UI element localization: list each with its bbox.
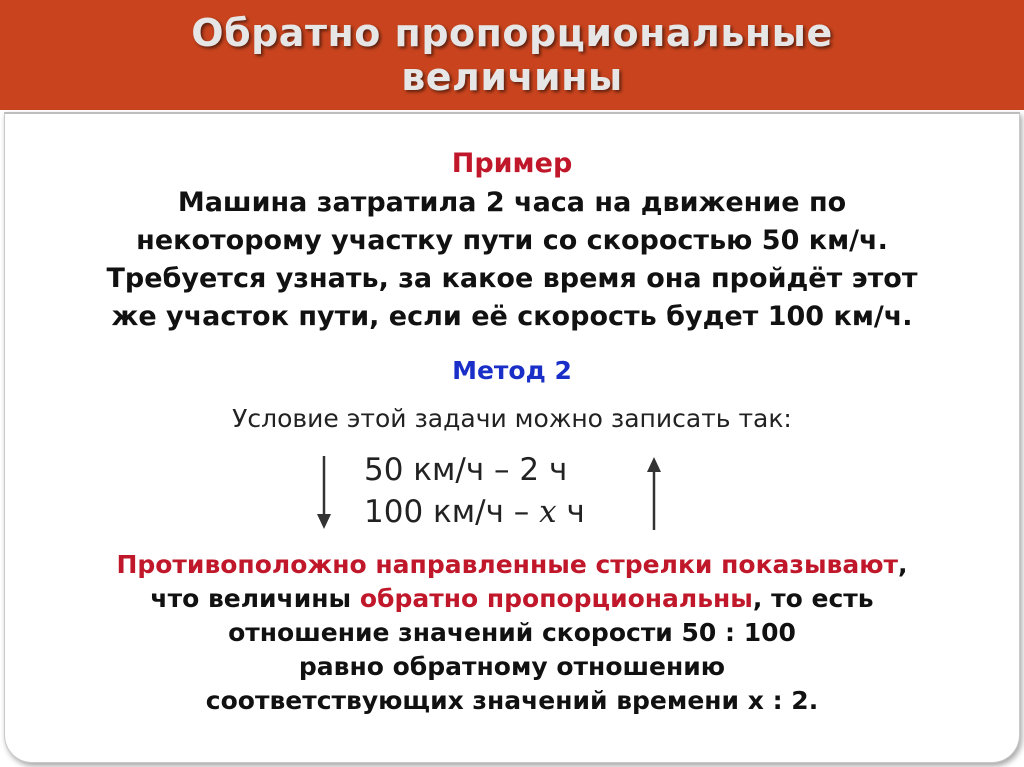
slide-title-line-2: величины (401, 55, 623, 99)
conclusion-line-2-end: , то есть (752, 584, 874, 613)
conclusion-line-4: равно обратному отношению (298, 652, 726, 681)
method-label: Метод 2 (452, 356, 572, 385)
equation-line-1: 50 км/ч – 2 ч (364, 452, 568, 488)
conclusion-line-3: отношение значений скорости 50 : 100 (228, 618, 796, 647)
problem-line-3: Требуется узнать, за какое время она пройдёт этот (106, 263, 918, 294)
conclusion-line-1-highlight: Противоположно направленные стрелки показывают (116, 550, 899, 579)
slide-title-line-1: Обратно пропорциональные (191, 11, 833, 55)
title-bar (0, 0, 1024, 110)
conclusion-line-2-start: что величины (150, 584, 360, 613)
problem-line-4: же участок пути, если её скорость будет 100 км/ч. (111, 301, 913, 332)
down-arrow-icon (317, 456, 331, 529)
equation-line-2-suffix: ч (556, 494, 585, 530)
problem-statement (0, 184, 1024, 336)
up-arrow-icon (647, 457, 661, 530)
conclusion-line-1-end: , (898, 550, 908, 579)
problem-line-1: Машина затратила 2 часа на движение по (177, 187, 847, 218)
conclusion-line-2 (0, 582, 1024, 616)
conclusion-line-1 (0, 548, 1024, 582)
unknown-variable: x (539, 494, 557, 530)
conclusion (0, 548, 1024, 718)
equation-line-2-prefix: 100 км/ч – (364, 494, 540, 530)
condition-text: Условие этой задачи можно записать так: (232, 404, 792, 433)
example-label: Пример (451, 148, 573, 179)
problem-line-2: некоторому участку пути со скоростью 50 км/ч. (136, 225, 888, 256)
conclusion-line-5: соответствующих значений времени х : 2. (205, 686, 819, 715)
equation-line-2 (364, 494, 585, 530)
conclusion-line-2-highlight: обратно пропорциональны (359, 584, 753, 613)
proportion-equations (312, 452, 672, 532)
